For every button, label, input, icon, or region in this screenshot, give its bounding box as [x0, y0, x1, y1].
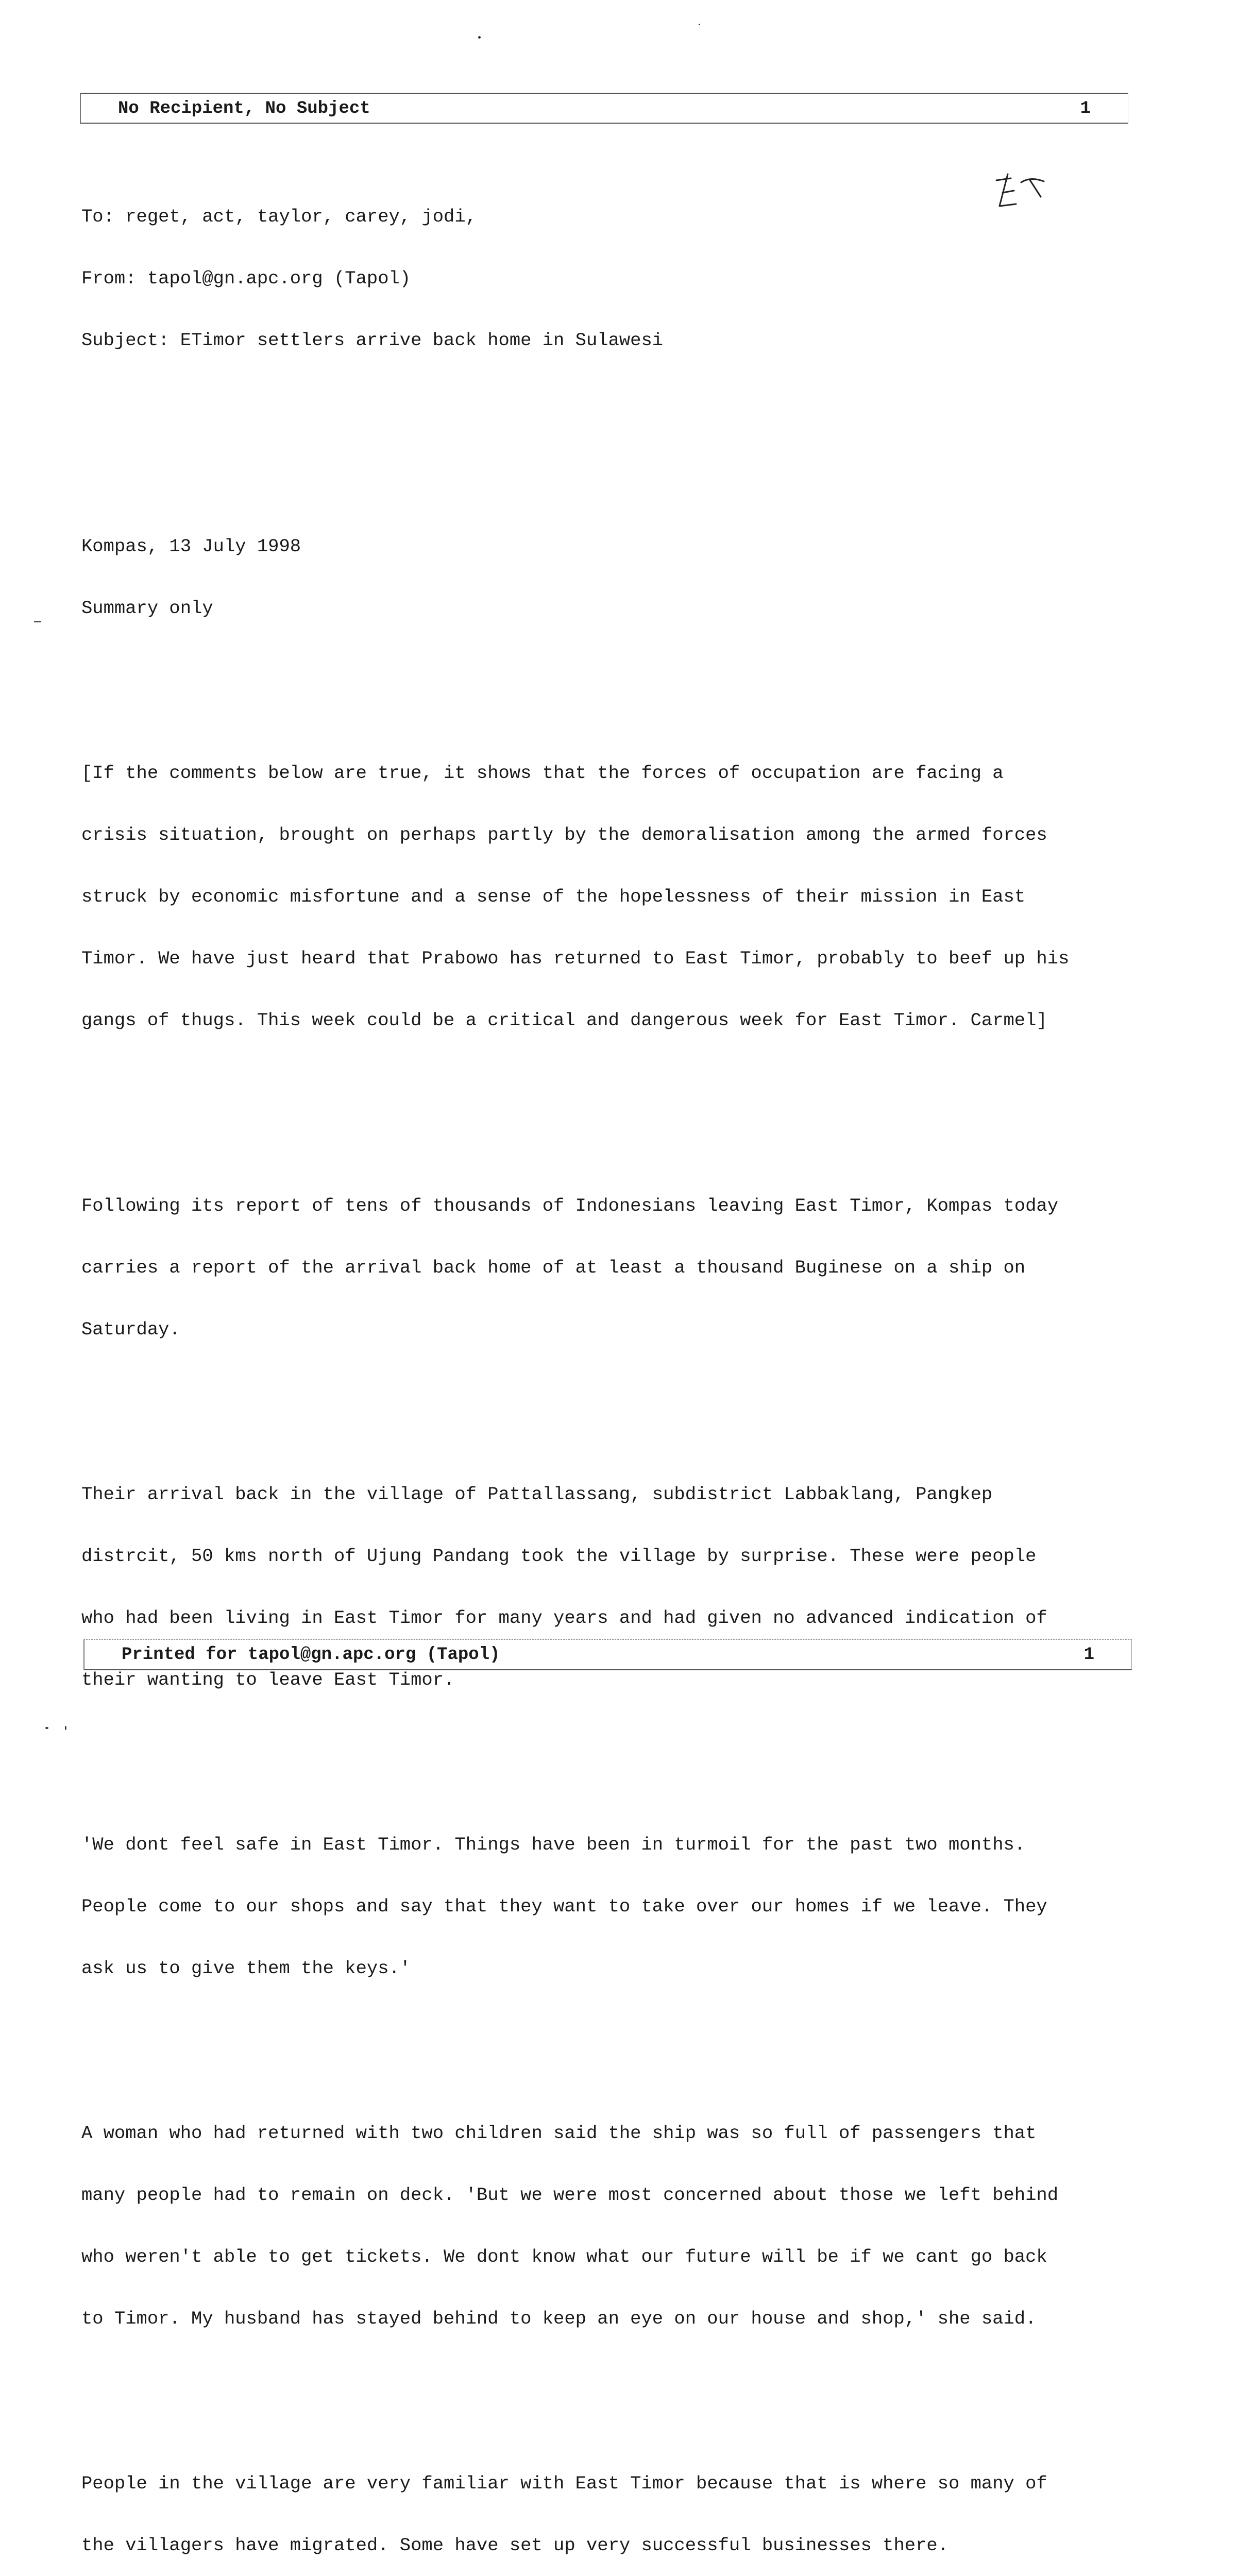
paragraph: [81, 2432, 1143, 2576]
text-line: ask us to give them the keys.': [81, 1958, 411, 1979]
text-line: many people had to remain on deck. 'But we were most concerned about those we left behind: [81, 2184, 1059, 2206]
source-block: [81, 495, 1143, 660]
scan-speck: [478, 36, 481, 39]
text-line: crisis situation, brought on perhaps partly by the demoralisation among the armed forces: [81, 824, 1047, 845]
text-line: who weren't able to get tickets. We dont know what our future will be if we cant go back: [81, 2246, 1047, 2267]
text-line: carries a report of the arrival back home of at least a thousand Buginese on a ship on: [81, 1257, 1026, 1278]
paragraph: [81, 1443, 1143, 1732]
print-footer: [83, 1639, 1132, 1670]
print-header: [80, 93, 1128, 124]
text-line: Their arrival back in the village of Pattallassang, subdistrict Labbaklang, Pangkep: [81, 1484, 993, 1505]
text-line: gangs of thugs. This week could be a critical and dangerous week for East Timor. Carmel]: [81, 1010, 1047, 1031]
text-line: Timor. We have just heard that Prabowo has returned to East Timor, probably to beef up his: [81, 948, 1070, 969]
from-line: From: tapol@gn.apc.org (Tapol): [81, 268, 411, 289]
email-body: [81, 124, 1143, 2576]
scan-speck: [34, 621, 41, 622]
footer-title: Printed for tapol@gn.apc.org (Tapol): [122, 1645, 500, 1665]
subject-line: Subject: ETimor settlers arrive back home in Sulawesi: [81, 330, 664, 351]
header-page-number: 1: [1080, 99, 1091, 118]
text-line: People in the village are very familiar with East Timor because that is where so many of: [81, 2473, 1047, 2494]
email-meta: [81, 165, 1143, 392]
scan-speck: [65, 1726, 66, 1730]
text-line: to Timor. My husband has stayed behind to keep an eye on our house and shop,' she said.: [81, 2308, 1037, 2329]
text-line: People come to our shops and say that they want to take over our homes if we leave. They: [81, 1896, 1047, 1917]
text-line: Saturday.: [81, 1319, 180, 1340]
text-line: the villagers have migrated. Some have set up very successful businesses there.: [81, 2535, 949, 2556]
paragraph: [81, 1793, 1143, 2020]
paragraph: [81, 2082, 1143, 2370]
scan-speck: [699, 24, 700, 25]
header-title: No Recipient, No Subject: [118, 99, 370, 118]
text-line: their wanting to leave East Timor.: [81, 1669, 455, 1690]
text-line: A woman who had returned with two children said the ship was so full of passengers that: [81, 2123, 1037, 2144]
footer-page-number: 1: [1083, 1645, 1094, 1665]
text-line: Following its report of tens of thousands of Indonesians leaving East Timor, Kompas today: [81, 1195, 1059, 1216]
text-line: struck by economic misfortune and a sense of the hopelessness of their mission in East: [81, 886, 1026, 907]
source-line: Kompas, 13 July 1998: [81, 536, 301, 557]
editor-intro: [81, 722, 1143, 1072]
scan-speck: [45, 1727, 48, 1729]
text-line: distrcit, 50 kms north of Ujung Pandang took the village by surprise. These were people: [81, 1546, 1037, 1567]
to-line: To: reget, act, taylor, carey, jodi,: [81, 206, 477, 227]
text-line: [If the comments below are true, it shows that the forces of occupation are facing a: [81, 762, 1004, 784]
paragraph: [81, 1155, 1143, 1381]
summary-note: Summary only: [81, 598, 213, 619]
text-line: 'We dont feel safe in East Timor. Things have been in turmoil for the past two months.: [81, 1834, 1026, 1855]
text-line: who had been living in East Timor for many years and had given no advanced indication of: [81, 1607, 1047, 1629]
